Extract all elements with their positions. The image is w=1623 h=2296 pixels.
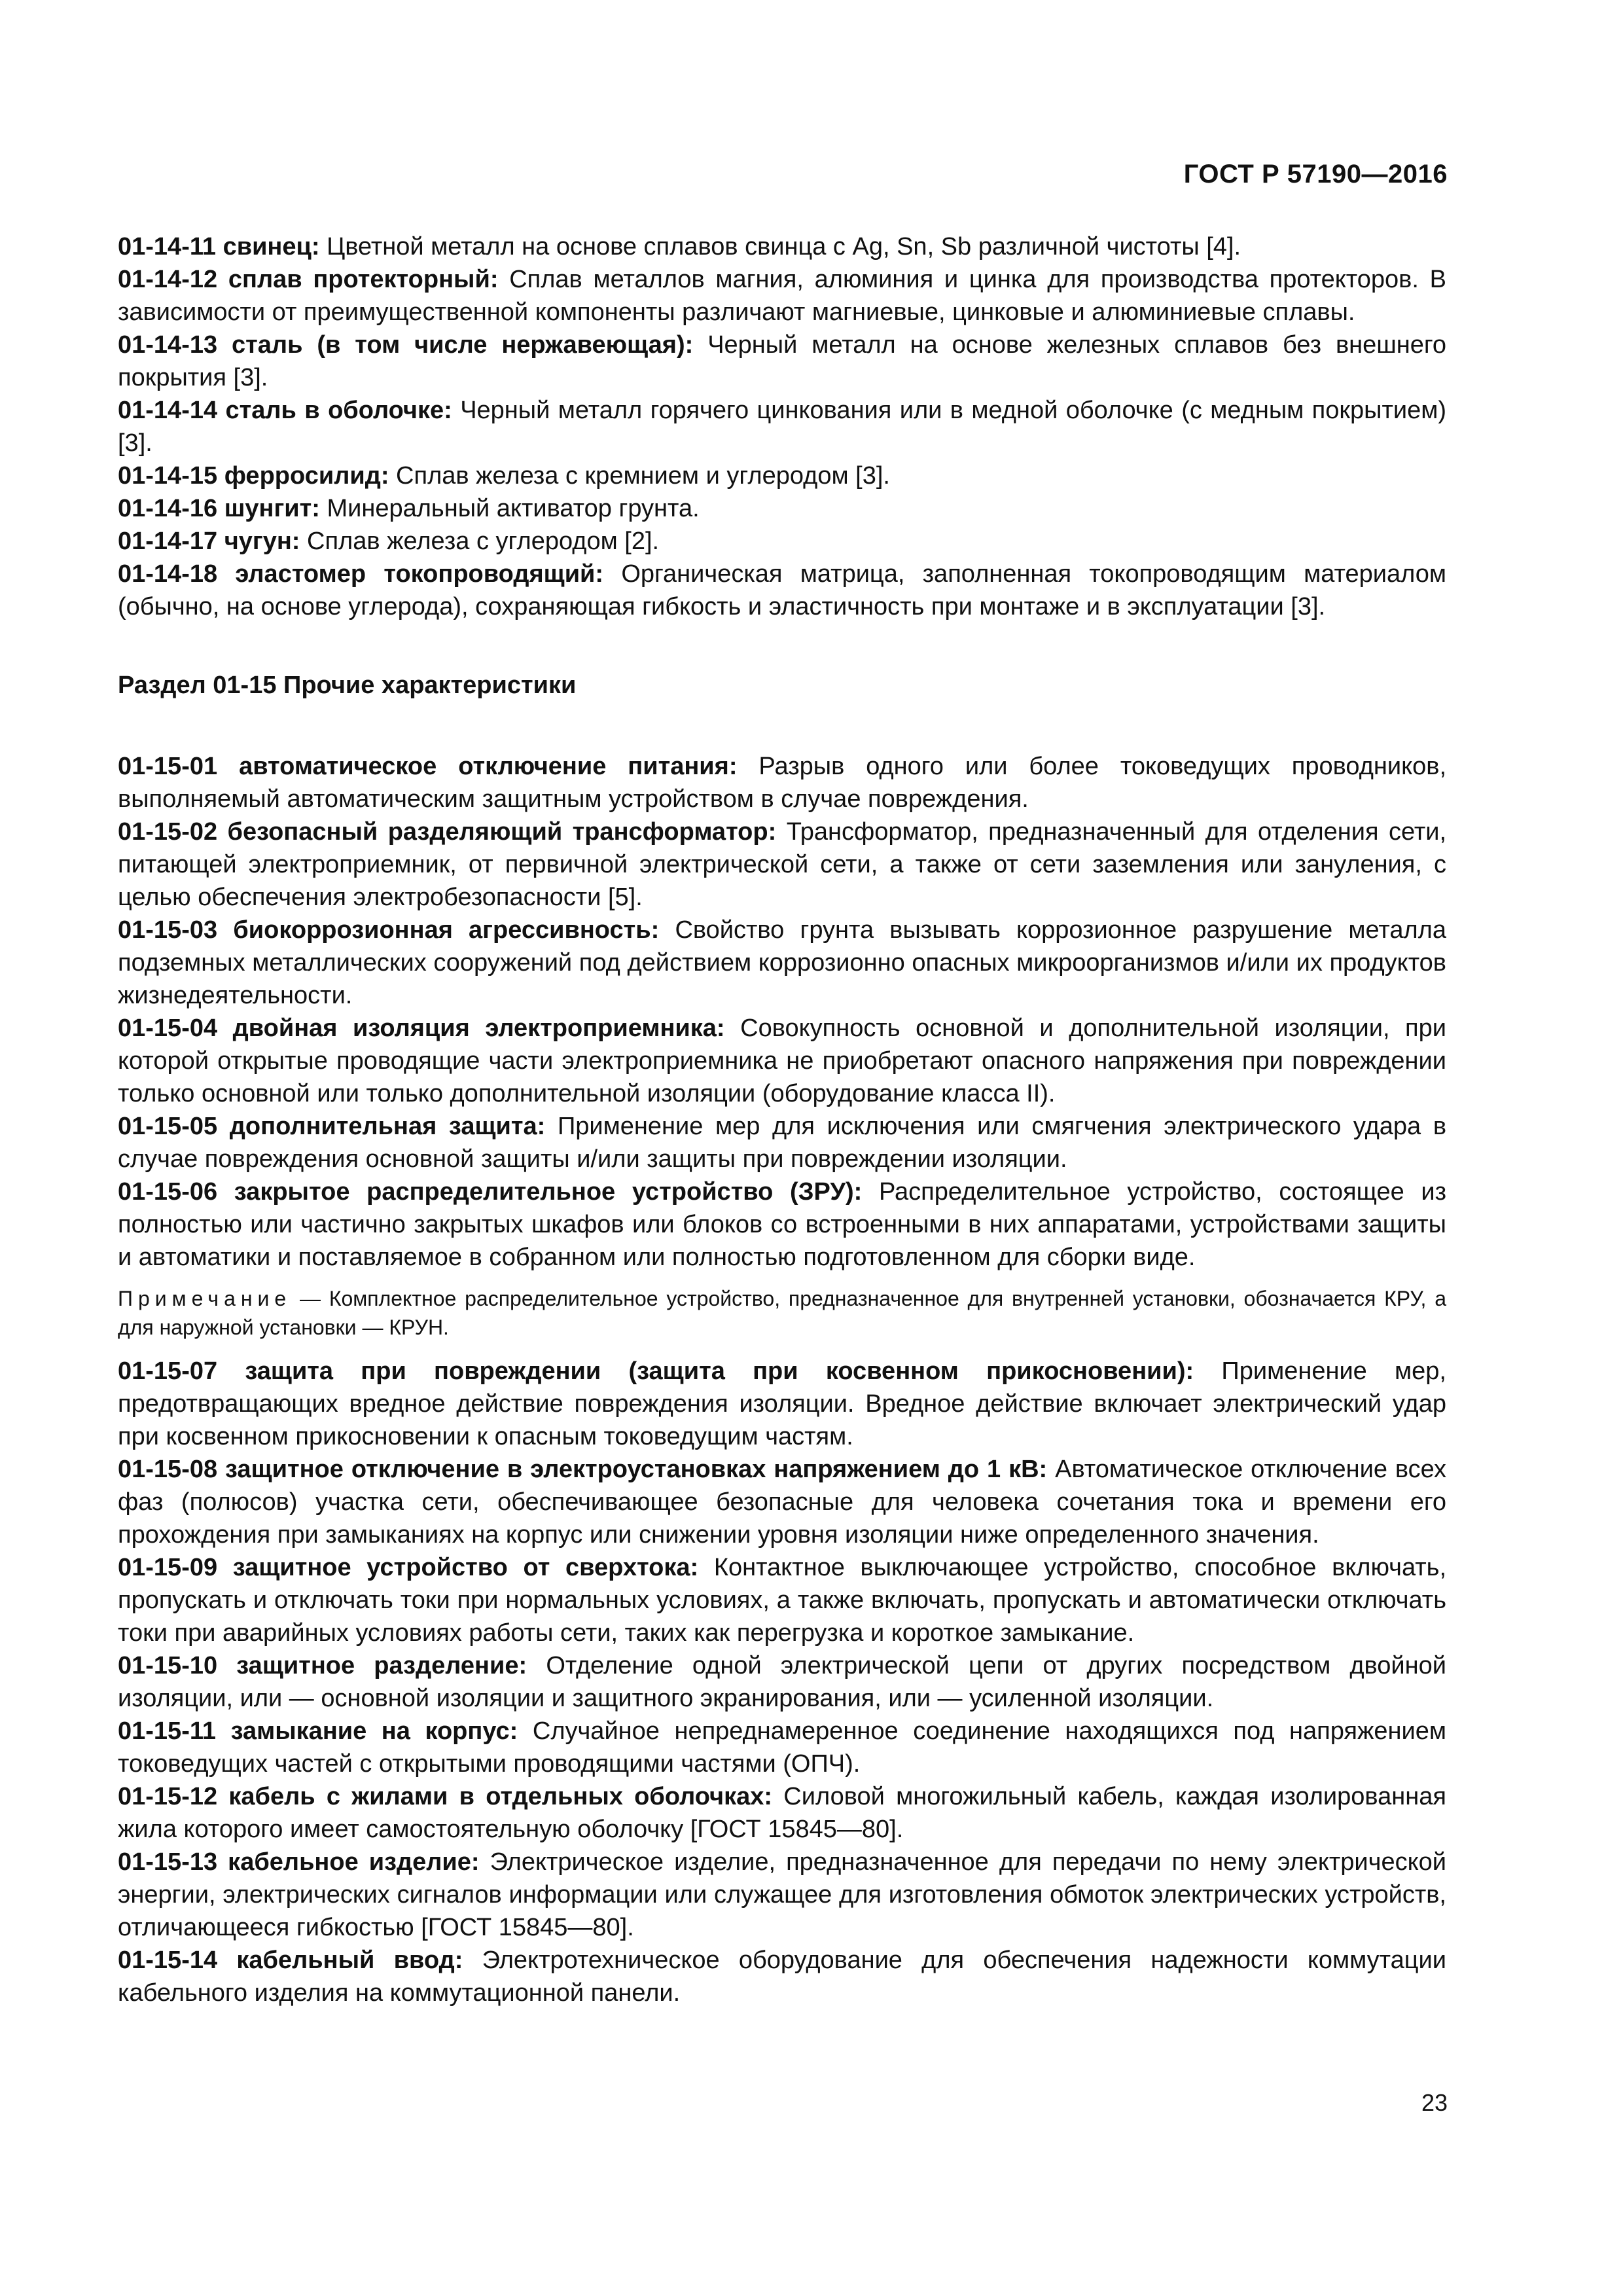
term-code: 01-15-02: [118, 818, 218, 846]
term-entry: [118, 750, 1446, 816]
term-definition: Применение мер для исключения или смягчения электрического удара в случае повреждения основной защиты и/или защиты при повреждении изоляции.: [118, 1113, 1447, 1173]
term-code: 01-15-06: [118, 1178, 218, 1206]
term-entry: [118, 1355, 1446, 1453]
section-heading: Раздел 01-15 Прочие характеристики: [118, 672, 577, 699]
term-name: сталь в оболочке:: [225, 397, 452, 424]
term-name: сталь (в том числе нержавеющая):: [232, 331, 694, 359]
term-name: замыкание на корпус:: [230, 1717, 518, 1745]
term-code: 01-14-15: [118, 462, 218, 490]
term-name: защита при повреждении (защита при косвенном прикосновении):: [245, 1357, 1194, 1385]
term-entry: [118, 1110, 1446, 1175]
term-entry: [118, 816, 1446, 914]
term-entry: [118, 1649, 1446, 1715]
term-name: свинец:: [223, 233, 320, 260]
term-code: 01-14-14: [118, 397, 218, 424]
term-code: 01-14-18: [118, 560, 218, 588]
term-name: сплав протекторный:: [228, 266, 499, 293]
section-14-entries: [118, 230, 1446, 623]
note: [118, 1284, 1446, 1342]
term-code: 01-15-11: [118, 1717, 217, 1745]
term-definition: Черный металл на основе железных сплавов без внешнего покрытия [3].: [118, 331, 1447, 391]
term-entry: [118, 1175, 1446, 1274]
section-15-entries: [118, 750, 1446, 2009]
term-definition: Применение мер, предотвращающих вредное действие повреждения изоляции. Вредное действие включает электрический удар при косвенном прикосновении к опасным токоведущим частям.: [118, 1357, 1446, 1450]
term-definition: Силовой многожильный кабель, каждая изолированная жила которого имеет самостоятельную оболочку [ГОСТ 15845—80].: [118, 1783, 1446, 1843]
term-code: 01-15-07: [118, 1357, 218, 1385]
term-code: 01-15-12: [118, 1783, 218, 1810]
term-code: 01-14-16: [118, 495, 218, 522]
term-code: 01-14-12: [118, 266, 218, 293]
term-code: 01-14-17: [118, 528, 218, 555]
term-name: кабельный ввод:: [236, 1946, 463, 1974]
term-name: защитное отключение в электроустановках напряжением до 1 кВ:: [225, 1456, 1048, 1483]
term-entry: [118, 1012, 1446, 1110]
term-definition: Электротехническое оборудование для обеспечения надежности коммутации кабельного изделия на коммутационной панели.: [118, 1946, 1447, 2007]
term-definition: Совокупность основной и дополнительной изоляции, при которой открытые проводящие части электроприемника не приобретают опасного напряжения при повреждении только основной или только дополнительной изоляции (оборудование класса II).: [118, 1014, 1446, 1107]
term-entry: [118, 1944, 1446, 2009]
note-text: — Комплектное распределительное устройство, предназначенное для внутренней установки, обозначается КРУ, а для наружной установки — КРУН.: [118, 1287, 1446, 1339]
term-name: закрытое распределительное устройство (ЗРУ):: [234, 1178, 863, 1206]
note-label: Примечание: [118, 1287, 292, 1310]
term-entry: [118, 263, 1446, 329]
term-definition: Распределительное устройство, состоящее из полностью или частично закрытых шкафов или блоков со встроенными в них аппаратами, устройствами защиты и автоматики и поставляемое в собранном или полностью подготовленном для сборки виде.: [118, 1178, 1447, 1271]
term-definition: Сплав железа с кремнием и углеродом [3].: [396, 462, 890, 490]
term-entry: [118, 329, 1446, 394]
term-code: 01-15-09: [118, 1554, 218, 1581]
document-code-header: ГОСТ Р 57190—2016: [1183, 160, 1448, 188]
term-entry: [118, 459, 1446, 492]
term-definition: Цветной металл на основе сплавов свинца с Ag, Sn, Sb различной чистоты [4].: [327, 233, 1241, 260]
term-name: безопасный разделяющий трансформатор:: [227, 818, 777, 846]
term-name: кабель с жилами в отдельных оболочках:: [228, 1783, 773, 1810]
term-entry: [118, 1551, 1446, 1649]
term-entry: [118, 1715, 1446, 1780]
term-name: биокоррозионная агрессивность:: [233, 916, 660, 944]
term-code: 01-15-05: [118, 1113, 218, 1140]
term-name: дополнительная защита:: [229, 1113, 546, 1140]
term-definition: Сплав металлов магния, алюминия и цинка для производства протекторов. В зависимости от преимущественной компоненты различают магниевые, цинковые и алюминиевые сплавы.: [118, 266, 1447, 326]
term-name: чугун:: [224, 528, 300, 555]
term-name: шунгит:: [224, 495, 320, 522]
term-code: 01-15-14: [118, 1946, 218, 1974]
term-name: кабельное изделие:: [228, 1848, 480, 1876]
term-definition: Минеральный активатор грунта.: [327, 495, 700, 522]
term-code: 01-14-13: [118, 331, 218, 359]
term-code: 01-15-08: [118, 1456, 218, 1483]
page-number: 23: [1421, 2089, 1448, 2116]
term-definition: Сплав железа с углеродом [2].: [307, 528, 660, 555]
term-entry: [118, 1846, 1446, 1944]
term-name: защитное устройство от сверхтока:: [232, 1554, 699, 1581]
term-entry: [118, 1453, 1446, 1551]
term-entry: [118, 394, 1446, 459]
term-definition: Разрыв одного или более токоведущих проводников, выполняемый автоматическим защитным устройством в случае повреждения.: [118, 753, 1447, 813]
term-name: защитное разделение:: [236, 1652, 527, 1679]
term-code: 01-15-03: [118, 916, 218, 944]
term-definition: Электрическое изделие, предназначенное для передачи по нему электрической энергии, электрических сигналов информации или служащее для изготовления обмоток электрических устройств, отличающееся гибкостью [ГОСТ 15845—80].: [118, 1848, 1446, 1941]
term-definition: Свойство грунта вызывать коррозионное разрушение металла подземных металлических сооружений под действием коррозионно опасных микроорганизмов и/или их продуктов жизнедеятельности.: [118, 916, 1446, 1009]
term-definition: Трансформатор, предназначенный для отделения сети, питающей электроприемник, от первичной электрической сети, а также от сети заземления или зануления, с целью обеспечения электробезопасности [5].: [118, 818, 1447, 911]
term-code: 01-15-01: [118, 753, 218, 780]
term-code: 01-14-11: [118, 233, 217, 260]
term-code: 01-15-04: [118, 1014, 218, 1042]
term-definition: Автоматическое отключение всех фаз (полюсов) участка сети, обеспечивающее безопасные для человека сочетания тока и времени его прохождения при замыканиях на корпус или снижении уровня изоляции ниже определенного значения.: [118, 1456, 1446, 1549]
term-definition: Отделение одной электрической цепи от других посредством двойной изоляции, или — основной изоляции и защитного экранирования, или — усиленной изоляции.: [118, 1652, 1446, 1712]
term-name: эластомер токопроводящий:: [235, 560, 604, 588]
term-entry: [118, 914, 1446, 1012]
term-definition: Контактное выключающее устройство, способное включать, пропускать и отключать токи при нормальных условиях, а также включать, пропускать и автоматически отключать токи при аварийных условиях работы сети, таких как перегрузка и короткое замыкание.: [118, 1554, 1446, 1647]
term-entry: [118, 558, 1446, 623]
term-entry: [118, 1780, 1446, 1846]
term-name: ферросилид:: [224, 462, 389, 490]
term-definition: Черный металл горячего цинкования или в медной оболочке (с медным покрытием) [3].: [118, 397, 1446, 457]
term-definition: Случайное непреднамеренное соединение находящихся под напряжением токоведущих частей с открытыми проводящими частями (ОПЧ).: [118, 1717, 1447, 1778]
term-name: двойная изоляция электроприемника:: [232, 1014, 725, 1042]
term-code: 01-15-10: [118, 1652, 218, 1679]
term-definition: Органическая матрица, заполненная токопроводящим материалом (обычно, на основе углерода), сохраняющая гибкость и эластичность при монтаже и в эксплуатации [3].: [118, 560, 1446, 620]
term-entry: [118, 230, 1446, 263]
term-entry: [118, 492, 1446, 525]
term-name: автоматическое отключение питания:: [239, 753, 738, 780]
term-code: 01-15-13: [118, 1848, 218, 1876]
page-content: [118, 230, 1446, 2009]
term-entry: [118, 525, 1446, 558]
